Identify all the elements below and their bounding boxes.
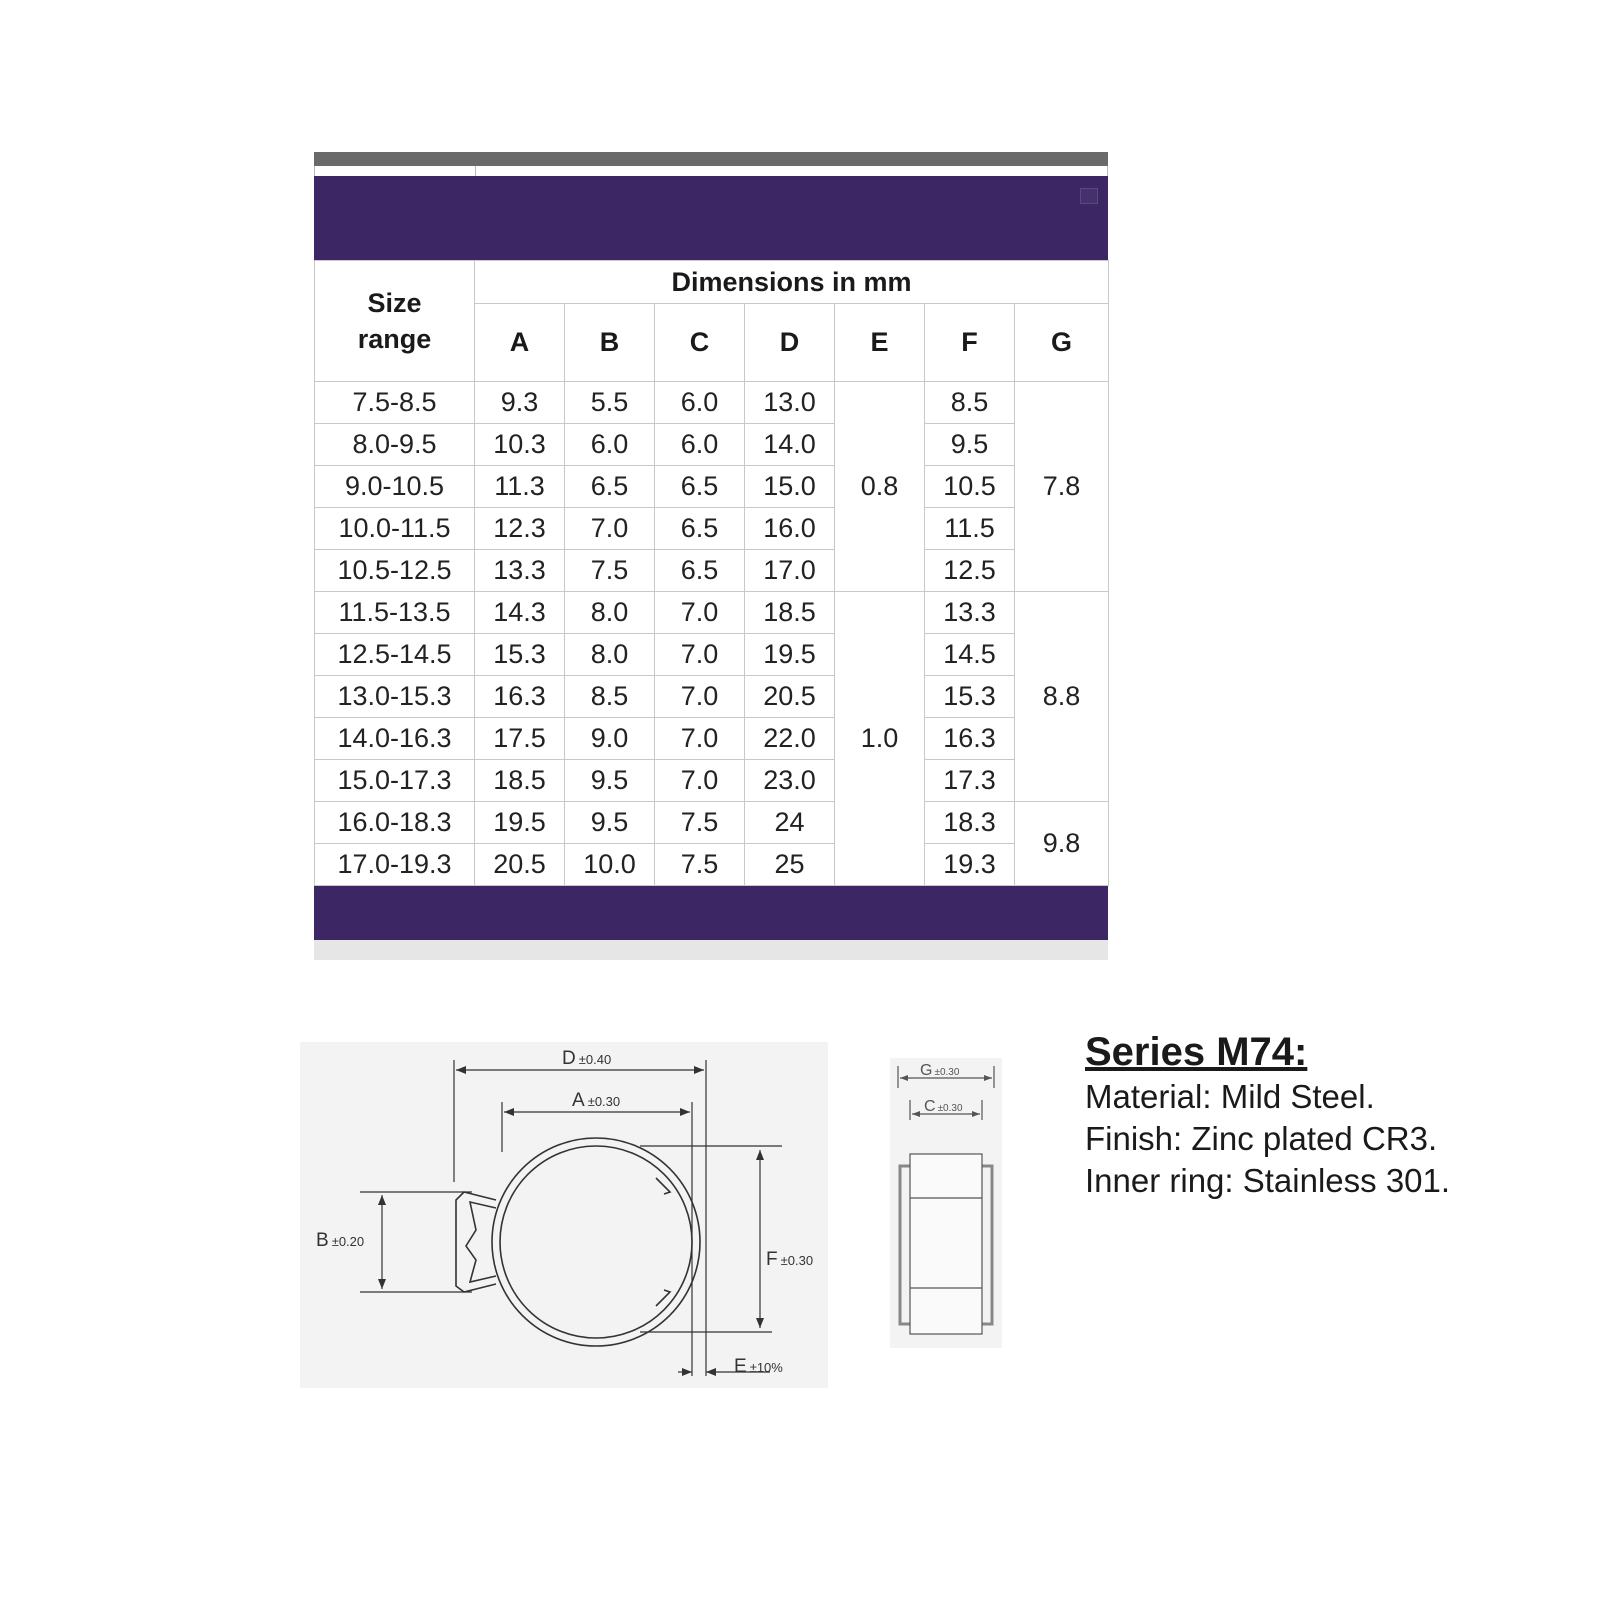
cell-a: 20.5 bbox=[475, 844, 565, 886]
table-row bbox=[315, 466, 1109, 508]
cell-b: 9.5 bbox=[565, 760, 655, 802]
cell-d: 24 bbox=[745, 802, 835, 844]
clip-front-view-drawing bbox=[300, 1042, 828, 1388]
cell-f: 19.3 bbox=[925, 844, 1015, 886]
cell-e-group-1: 0.8 bbox=[835, 382, 925, 592]
cell-c: 6.0 bbox=[655, 382, 745, 424]
cell-b: 9.5 bbox=[565, 802, 655, 844]
cell-a: 9.3 bbox=[475, 382, 565, 424]
cell-f: 14.5 bbox=[925, 634, 1015, 676]
series-info bbox=[1085, 1028, 1450, 1202]
label-c: C bbox=[924, 1098, 936, 1115]
cell-d: 22.0 bbox=[745, 718, 835, 760]
cell-d: 17.0 bbox=[745, 550, 835, 592]
footer-band bbox=[314, 886, 1108, 940]
label-b-tol: ±0.20 bbox=[331, 1234, 365, 1249]
cell-c: 7.0 bbox=[655, 634, 745, 676]
cell-d: 19.5 bbox=[745, 634, 835, 676]
label-d-tol: ±0.40 bbox=[578, 1052, 612, 1067]
cell-c: 7.0 bbox=[655, 592, 745, 634]
inner-ring-text: Inner ring: Stainless 301. bbox=[1085, 1162, 1451, 1199]
cell-a: 14.3 bbox=[475, 592, 565, 634]
cell-f: 10.5 bbox=[925, 466, 1015, 508]
cell-d: 23.0 bbox=[745, 760, 835, 802]
header-band bbox=[314, 176, 1108, 260]
col-header-c: C bbox=[655, 304, 745, 382]
cell-d: 15.0 bbox=[745, 466, 835, 508]
table-row bbox=[315, 760, 1109, 802]
cell-b: 7.5 bbox=[565, 550, 655, 592]
cell-a: 19.5 bbox=[475, 802, 565, 844]
table-row bbox=[315, 676, 1109, 718]
col-header-a: A bbox=[475, 304, 565, 382]
label-a: A bbox=[572, 1090, 585, 1111]
cell-a: 11.3 bbox=[475, 466, 565, 508]
cell-c: 7.5 bbox=[655, 844, 745, 886]
cell-f: 11.5 bbox=[925, 508, 1015, 550]
cell-f: 12.5 bbox=[925, 550, 1015, 592]
col-header-g: G bbox=[1015, 304, 1109, 382]
svg-text:B±0.20 bbox=[316, 1230, 364, 1251]
cell-b: 10.0 bbox=[565, 844, 655, 886]
cell-g-group-2: 8.8 bbox=[1015, 592, 1109, 802]
material-text: Material: Mild Steel. bbox=[1085, 1078, 1375, 1115]
table-row bbox=[315, 508, 1109, 550]
label-e: E bbox=[734, 1356, 747, 1377]
svg-text:C±0.30 bbox=[924, 1098, 963, 1115]
cell-c: 6.0 bbox=[655, 424, 745, 466]
cell-a: 15.3 bbox=[475, 634, 565, 676]
clip-front-view-diagram bbox=[300, 1042, 828, 1388]
cell-d: 20.5 bbox=[745, 676, 835, 718]
size-cell: 16.0-18.3 bbox=[315, 802, 475, 844]
table-row bbox=[315, 424, 1109, 466]
cell-b: 7.0 bbox=[565, 508, 655, 550]
cell-a: 17.5 bbox=[475, 718, 565, 760]
cell-g-group-1: 7.8 bbox=[1015, 382, 1109, 592]
finish-text: Finish: Zinc plated CR3. bbox=[1085, 1120, 1438, 1157]
cell-f: 9.5 bbox=[925, 424, 1015, 466]
label-a-tol: ±0.30 bbox=[587, 1094, 621, 1109]
label-c-tol: ±0.30 bbox=[937, 1103, 963, 1114]
col-header-b: B bbox=[565, 304, 655, 382]
col-header-d: D bbox=[745, 304, 835, 382]
cell-e-group-2: 1.0 bbox=[835, 592, 925, 886]
cell-c: 6.5 bbox=[655, 550, 745, 592]
label-b: B bbox=[316, 1230, 329, 1251]
size-cell: 12.5-14.5 bbox=[315, 634, 475, 676]
cell-b: 8.5 bbox=[565, 676, 655, 718]
cell-f: 17.3 bbox=[925, 760, 1015, 802]
label-g-tol: ±0.30 bbox=[934, 1067, 960, 1078]
label-e-tol: ±10% bbox=[749, 1360, 783, 1375]
cell-c: 7.0 bbox=[655, 676, 745, 718]
size-cell: 8.0-9.5 bbox=[315, 424, 475, 466]
cell-f: 18.3 bbox=[925, 802, 1015, 844]
cell-a: 18.5 bbox=[475, 760, 565, 802]
label-g: G bbox=[920, 1062, 933, 1079]
svg-text:A±0.30 bbox=[572, 1090, 620, 1111]
col-header-f: F bbox=[925, 304, 1015, 382]
label-f: F bbox=[766, 1249, 778, 1270]
table-row bbox=[315, 550, 1109, 592]
cell-b: 6.0 bbox=[565, 424, 655, 466]
dimensions-table bbox=[314, 260, 1109, 886]
cell-d: 16.0 bbox=[745, 508, 835, 550]
svg-text:G±0.30 bbox=[920, 1062, 960, 1079]
label-f-tol: ±0.30 bbox=[780, 1253, 814, 1268]
cell-f: 8.5 bbox=[925, 382, 1015, 424]
size-cell: 13.0-15.3 bbox=[315, 676, 475, 718]
cell-b: 9.0 bbox=[565, 718, 655, 760]
cell-a: 13.3 bbox=[475, 550, 565, 592]
top-stub bbox=[314, 166, 1108, 176]
size-cell: 17.0-19.3 bbox=[315, 844, 475, 886]
dimensions-header: Dimensions in mm bbox=[475, 261, 1109, 304]
series-title: Series M74: bbox=[1085, 1030, 1308, 1074]
size-cell: 10.0-11.5 bbox=[315, 508, 475, 550]
cell-c: 7.5 bbox=[655, 802, 745, 844]
cell-b: 8.0 bbox=[565, 592, 655, 634]
size-cell: 15.0-17.3 bbox=[315, 760, 475, 802]
clip-side-view-drawing bbox=[890, 1058, 1002, 1348]
size-cell: 11.5-13.5 bbox=[315, 592, 475, 634]
size-range-header: Size range bbox=[315, 261, 475, 382]
cell-a: 16.3 bbox=[475, 676, 565, 718]
cell-f: 13.3 bbox=[925, 592, 1015, 634]
table-row bbox=[315, 634, 1109, 676]
cell-f: 16.3 bbox=[925, 718, 1015, 760]
cell-f: 15.3 bbox=[925, 676, 1015, 718]
label-d: D bbox=[562, 1048, 576, 1069]
cell-a: 10.3 bbox=[475, 424, 565, 466]
cell-d: 18.5 bbox=[745, 592, 835, 634]
table-row bbox=[315, 592, 1109, 634]
cell-c: 6.5 bbox=[655, 466, 745, 508]
cell-c: 7.0 bbox=[655, 718, 745, 760]
svg-text:E±10% bbox=[734, 1356, 783, 1377]
table-row bbox=[315, 382, 1109, 424]
corner-mark-icon bbox=[1080, 188, 1098, 204]
svg-text:F±0.30 bbox=[766, 1249, 813, 1270]
cell-c: 7.0 bbox=[655, 760, 745, 802]
cell-d: 13.0 bbox=[745, 382, 835, 424]
cell-a: 12.3 bbox=[475, 508, 565, 550]
clip-side-view-diagram bbox=[890, 1058, 1002, 1348]
cell-b: 5.5 bbox=[565, 382, 655, 424]
cell-d: 25 bbox=[745, 844, 835, 886]
size-cell: 14.0-16.3 bbox=[315, 718, 475, 760]
cell-g-group-3: 9.8 bbox=[1015, 802, 1109, 886]
cell-b: 6.5 bbox=[565, 466, 655, 508]
cell-b: 8.0 bbox=[565, 634, 655, 676]
table-row bbox=[315, 802, 1109, 844]
col-header-e: E bbox=[835, 304, 925, 382]
cell-d: 14.0 bbox=[745, 424, 835, 466]
size-cell: 7.5-8.5 bbox=[315, 382, 475, 424]
svg-text:D±0.40 bbox=[562, 1048, 611, 1069]
shadow-strip bbox=[314, 940, 1108, 960]
table-row bbox=[315, 844, 1109, 886]
size-cell: 10.5-12.5 bbox=[315, 550, 475, 592]
spec-table-frame bbox=[314, 152, 1108, 960]
top-bar bbox=[314, 152, 1108, 166]
size-cell: 9.0-10.5 bbox=[315, 466, 475, 508]
cell-c: 6.5 bbox=[655, 508, 745, 550]
table-row bbox=[315, 718, 1109, 760]
